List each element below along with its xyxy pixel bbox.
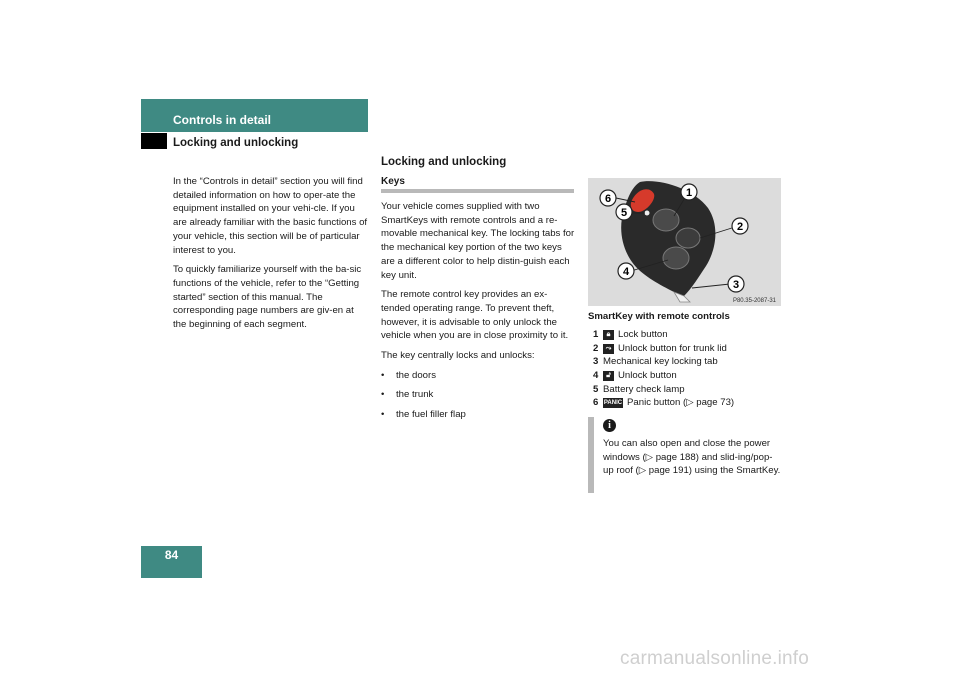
callout-label: 6	[604, 193, 612, 205]
legend-num: 6	[593, 397, 599, 409]
figure-code: P80.35-2087-31	[732, 298, 776, 304]
legend-text: Unlock button for trunk lid	[618, 342, 727, 354]
legend-text: Lock button	[618, 329, 668, 340]
keys-paragraph-2: The remote control key provides an ex-tended operating range. To prevent theft, however, it is advisable to only unlock the vehicle when you are in close proximity to it.	[381, 289, 569, 342]
legend-text: Battery check lamp	[603, 383, 685, 395]
intro-column	[173, 175, 368, 338]
smartkey-illustration	[588, 178, 781, 306]
callout-label: 3	[732, 279, 740, 291]
list-item: • the fuel filler flap	[381, 408, 576, 422]
locks-list	[381, 369, 576, 422]
figure-caption: SmartKey with remote controls	[588, 311, 730, 322]
legend-num: 3	[593, 356, 599, 368]
list-item: • the trunk	[381, 388, 576, 402]
legend-num: 2	[593, 342, 599, 354]
info-note-text: You can also open and close the power windows (▷ page 188) and slid-ing/pop-up roof (▷ page 191) using the SmartKey.	[603, 438, 781, 477]
legend-row	[593, 355, 793, 369]
callout-label: 5	[620, 207, 628, 219]
figure-legend	[593, 328, 793, 410]
legend-num: 5	[593, 383, 599, 395]
legend-row	[593, 396, 793, 410]
keys-paragraph-1: Your vehicle comes supplied with two SmartKeys with remote controls and a re-movable mechanical key. The locking tabs for the mechanical key portion of the two keys are a different color to help distin-guish each key unit.	[381, 201, 575, 281]
legend-row	[593, 369, 793, 383]
smartkey-figure	[588, 178, 781, 306]
legend-row	[593, 383, 793, 397]
keys-paragraph-3: The key centrally locks and unlocks:	[381, 350, 535, 362]
legend-row	[593, 328, 793, 342]
page-heading: Locking and unlocking	[381, 156, 507, 168]
keys-heading: Keys	[381, 176, 574, 193]
callout-label: 1	[685, 187, 693, 199]
info-icon: i	[603, 419, 616, 432]
lock-icon: 🔒︎	[603, 330, 614, 340]
battery-lamp	[645, 211, 650, 216]
unlock-button	[663, 247, 689, 269]
legend-row	[593, 342, 793, 356]
intro-paragraph-1: In the “Controls in detail” section you will find detailed information on how to oper-ate the equipment installed on your vehi-cle. If you are already familiar with the basic functions of your vehicle, this section will be of particular interest to you.	[173, 176, 368, 256]
legend-num: 4	[593, 370, 599, 382]
section-marker	[141, 133, 167, 149]
panic-icon: PANIC	[603, 400, 623, 407]
callout-label: 2	[736, 221, 744, 233]
intro-paragraph-2: To quickly familiarize yourself with the ba-sic functions of the vehicle, refer to the “Getting started” section of this manual. The corresponding page numbers are giv-en at the beginning of each segment.	[173, 264, 362, 331]
keys-column	[381, 200, 576, 428]
section-title: Locking and unlocking	[173, 137, 299, 149]
watermark: carmanualsonline.info	[620, 648, 810, 669]
trunk-button	[676, 228, 700, 248]
trunk-icon: ⤳	[603, 344, 614, 354]
list-item: • the doors	[381, 369, 576, 383]
lock-button	[653, 209, 679, 231]
legend-text: Unlock button	[618, 370, 677, 382]
callout-label: 4	[622, 266, 630, 278]
legend-num: 1	[593, 329, 599, 340]
legend-text: Panic button (▷ page 73)	[627, 397, 735, 409]
chapter-title: Controls in detail	[173, 113, 272, 127]
page-number: 84	[164, 548, 179, 562]
unlock-icon: 🔓︎	[603, 371, 614, 381]
legend-text: Mechanical key locking tab	[603, 356, 718, 368]
